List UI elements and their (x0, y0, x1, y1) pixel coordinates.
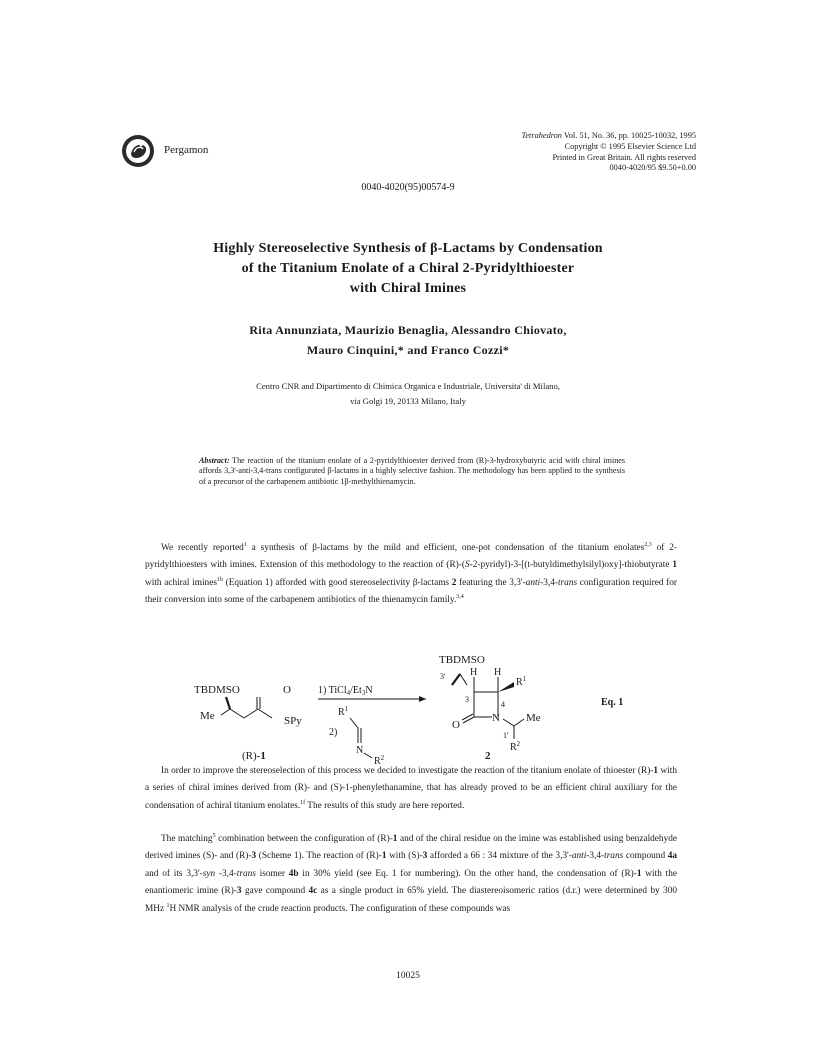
product-r1-label: $R^1$ (516, 675, 527, 688)
product-o-label: O (452, 719, 460, 731)
sm-carbonyl-o-label: O (283, 684, 291, 696)
imine-bond (350, 718, 358, 728)
copyright-line: Copyright © 1995 Elsevier Science Ltd (564, 141, 696, 151)
compound-ref: 3 (422, 851, 428, 862)
imine-r2-label: $R^2$ (374, 754, 385, 764)
compound-ref: 3 (236, 886, 242, 897)
compound-ref: 3 (251, 851, 257, 862)
author-list (150, 320, 666, 360)
abstract-text: The reaction of the titanium enolate of a 2-pyridylthioester derived from (R)-3-hydroxybutyric acid with chiral imines affords 3,3'-anti-3,4-trans configurated β-lactams in a highly selective fashion. The methodology has been applied to the synthesis of a precursor of the carbapenem antibiotic 1β-methylthienamycin. (199, 456, 625, 486)
paragraph-3 (145, 831, 677, 918)
abstract-label: Abstract: (199, 456, 230, 465)
p1-text: We recently reported (161, 543, 244, 553)
compound-ref: 4c (308, 886, 318, 897)
p3-text: compound (623, 851, 668, 862)
compound-ref: 4a (667, 851, 677, 862)
p3-text: and of the chiral residue on the imine was established using benzaldehyde derived imines (S)- and (R)- (145, 834, 678, 862)
journal-name: Tetrahedron (521, 131, 562, 140)
product-bond (452, 674, 460, 685)
affiliation (150, 379, 666, 409)
equation-1-scheme (188, 652, 648, 764)
product-h-label: H (494, 667, 502, 678)
p1-text: configuration required for their conversion into some of the carbapenem antibiotics of the thienamycin family. (145, 577, 677, 606)
p3-text: in 30% yield (see Eq. 1 for numbering). On the other hand, the condensation of (R)- (298, 868, 637, 879)
p2-text: In order to improve the stereoselection of this process we decided to investigate the reaction of the titanium enolate of thioester (R)- (161, 766, 654, 776)
citation-ref: 1 (243, 541, 247, 548)
product-c3-label: 3 (465, 695, 469, 704)
isotope-superscript: 1 (166, 902, 170, 909)
sm-compound-label: (R)-1 (242, 750, 266, 762)
page-number: 10025 (396, 971, 420, 981)
compound-ref: 2 (451, 577, 457, 588)
product-tbdmso-label: TBDMSO (439, 654, 485, 666)
p1-text: -2-pyridyl)-3-[(t-butyldimethylsilyl)oxy]-thiobutyrate (469, 560, 673, 571)
product-n-label: N (492, 712, 500, 724)
product-bond (514, 719, 524, 726)
citation-ref: 2,3 (644, 541, 652, 548)
p3-text: The matching (161, 834, 213, 844)
imine-n-label: N (356, 745, 364, 756)
authors-line-1: Rita Annunziata, Maurizio Benaglia, Alessandro Chiovato, (249, 323, 567, 337)
p3-text: afforded a 66 : 34 mixture of the 3,3'- (427, 851, 572, 862)
p1-italic: trans (557, 577, 578, 588)
p3-italic: anti (571, 851, 587, 862)
p3-text: combination between the configuration of (R)- (215, 834, 393, 844)
title-line-2: of the Titanium Enolate of a Chiral 2-Pyridylthioester (241, 261, 575, 276)
title-line-3: with Chiral Imines (349, 281, 467, 296)
step-2-label: 2) (329, 727, 338, 738)
publisher-name: Pergamon (164, 144, 209, 156)
compound-ref: 1 (653, 766, 659, 776)
citation-ref: 3,4 (456, 594, 464, 601)
sm-bond (258, 709, 272, 718)
sm-bond (244, 709, 258, 718)
p3-text: H NMR analysis of the crude reaction products. The configuration of these compounds was (169, 903, 511, 914)
p3-italic: syn (202, 868, 216, 879)
p3-text: -3,4- (586, 851, 605, 862)
p1-text: -3,4- (540, 577, 558, 588)
journal-citation (376, 131, 696, 174)
affiliation-line-1: Centro CNR and Dipartimento di Chimica Organica e Industriale, Universita' di Milano, (256, 381, 560, 391)
compound-ref: 1 (392, 834, 398, 844)
article-doi: 0040-4020(95)00574-9 (361, 182, 455, 193)
p1-text: (Equation 1) afforded with good stereoselectivity β-lactams (222, 577, 452, 588)
p3-text: and of its 3,3'- (145, 868, 203, 879)
product-compound-label: 2 (485, 750, 491, 762)
p1-text: a synthesis of β-lactams by the mild and efficient, one-pot condensation of the titanium enolates (246, 543, 645, 553)
sm-spy-label: SPy (284, 715, 302, 727)
p3-text: gave compound (241, 886, 309, 897)
citation-ref: 1b (216, 576, 223, 583)
p1-italic: S (464, 560, 470, 571)
p1-italic: anti (525, 577, 541, 588)
compound-ref: 4b (288, 868, 299, 879)
abstract (199, 456, 625, 487)
title-line-1: Highly Stereoselective Synthesis of β-Lactams by Condensation (213, 241, 603, 256)
p3-text: (Scheme 1). The reaction of (R)- (256, 851, 382, 862)
compound-ref: 1 (381, 851, 387, 862)
compound-ref: 1 (672, 560, 677, 571)
citation-ref: 5 (212, 832, 216, 839)
sm-bond (226, 697, 230, 709)
p3-text: isomer (255, 868, 289, 879)
product-bond (460, 674, 467, 685)
journal-volume: Vol. 51, No. 36, pp. 10025-10032, 1995 (561, 131, 696, 140)
reaction-arrowhead (419, 696, 426, 702)
sm-bond (221, 709, 230, 715)
pergamon-logo-icon (121, 134, 155, 168)
citation-ref: 1f (300, 799, 306, 806)
journal-line (376, 131, 696, 142)
issn-line: 0040-4020/95 $9.50+0.00 (609, 163, 696, 173)
product-c4-label: 4 (501, 700, 505, 709)
imine-bond (364, 753, 372, 758)
product-1prime-label: 1' (503, 731, 509, 740)
product-me-label: Me (526, 712, 541, 724)
product-bond (503, 719, 514, 726)
equation-label: Eq. 1 (601, 697, 624, 708)
article-title (150, 239, 666, 299)
product-carbonyl-bond (463, 717, 474, 723)
p1-text: of 2-pyridylthioesters with imines. Extension of this methodology to the reaction of (R)-( (145, 543, 678, 571)
p2-text: with a series of chiral imines derived from (R)- and (S)-1-phenylethanamine, that has already proved to be an efficient chiral auxiliary for the condensation of achiral titanium enolates. (145, 766, 677, 811)
sm-bond (230, 709, 244, 718)
p1-text: with achiral imines (145, 577, 217, 588)
product-r2-label: $R^2$ (510, 740, 521, 753)
paragraph-1 (145, 540, 677, 610)
reagent-step-1: 1) $TiCl_4/Et_3N$ (318, 685, 373, 697)
p3-italic: trans (604, 851, 624, 862)
product-3prime-label: 3' (440, 672, 446, 681)
authors-line-2: Mauro Cinquini,* and Franco Cozzi* (306, 343, 510, 357)
p2-text: The results of this study are here reported. (305, 800, 465, 811)
imine-r1-label: $R^1$ (338, 705, 349, 718)
paragraph-2 (145, 763, 677, 815)
sm-me-label: Me (200, 710, 215, 722)
product-wedge (498, 682, 514, 692)
product-carbonyl-bond (462, 714, 473, 720)
p3-text: with the enantiomeric imine (R)- (145, 868, 677, 897)
compound-ref: 1 (636, 868, 642, 879)
p3-text: -3,4- (215, 868, 237, 879)
sm-tbdmso-label: TBDMSO (194, 684, 240, 696)
p1-text: featuring the 3,3'- (456, 577, 526, 588)
printed-line: Printed in Great Britain. All rights reserved (552, 152, 696, 162)
affiliation-line-2: via Golgi 19, 20133 Milano, Italy (350, 396, 466, 406)
p3-text: as a single product in 65% yield. The diastereoisomeric ratios (d.r.) were determined by 300 MHz (145, 886, 678, 914)
product-h-label: H (470, 667, 478, 678)
p3-text: with (S)- (386, 851, 423, 862)
p3-italic: trans (236, 868, 256, 879)
